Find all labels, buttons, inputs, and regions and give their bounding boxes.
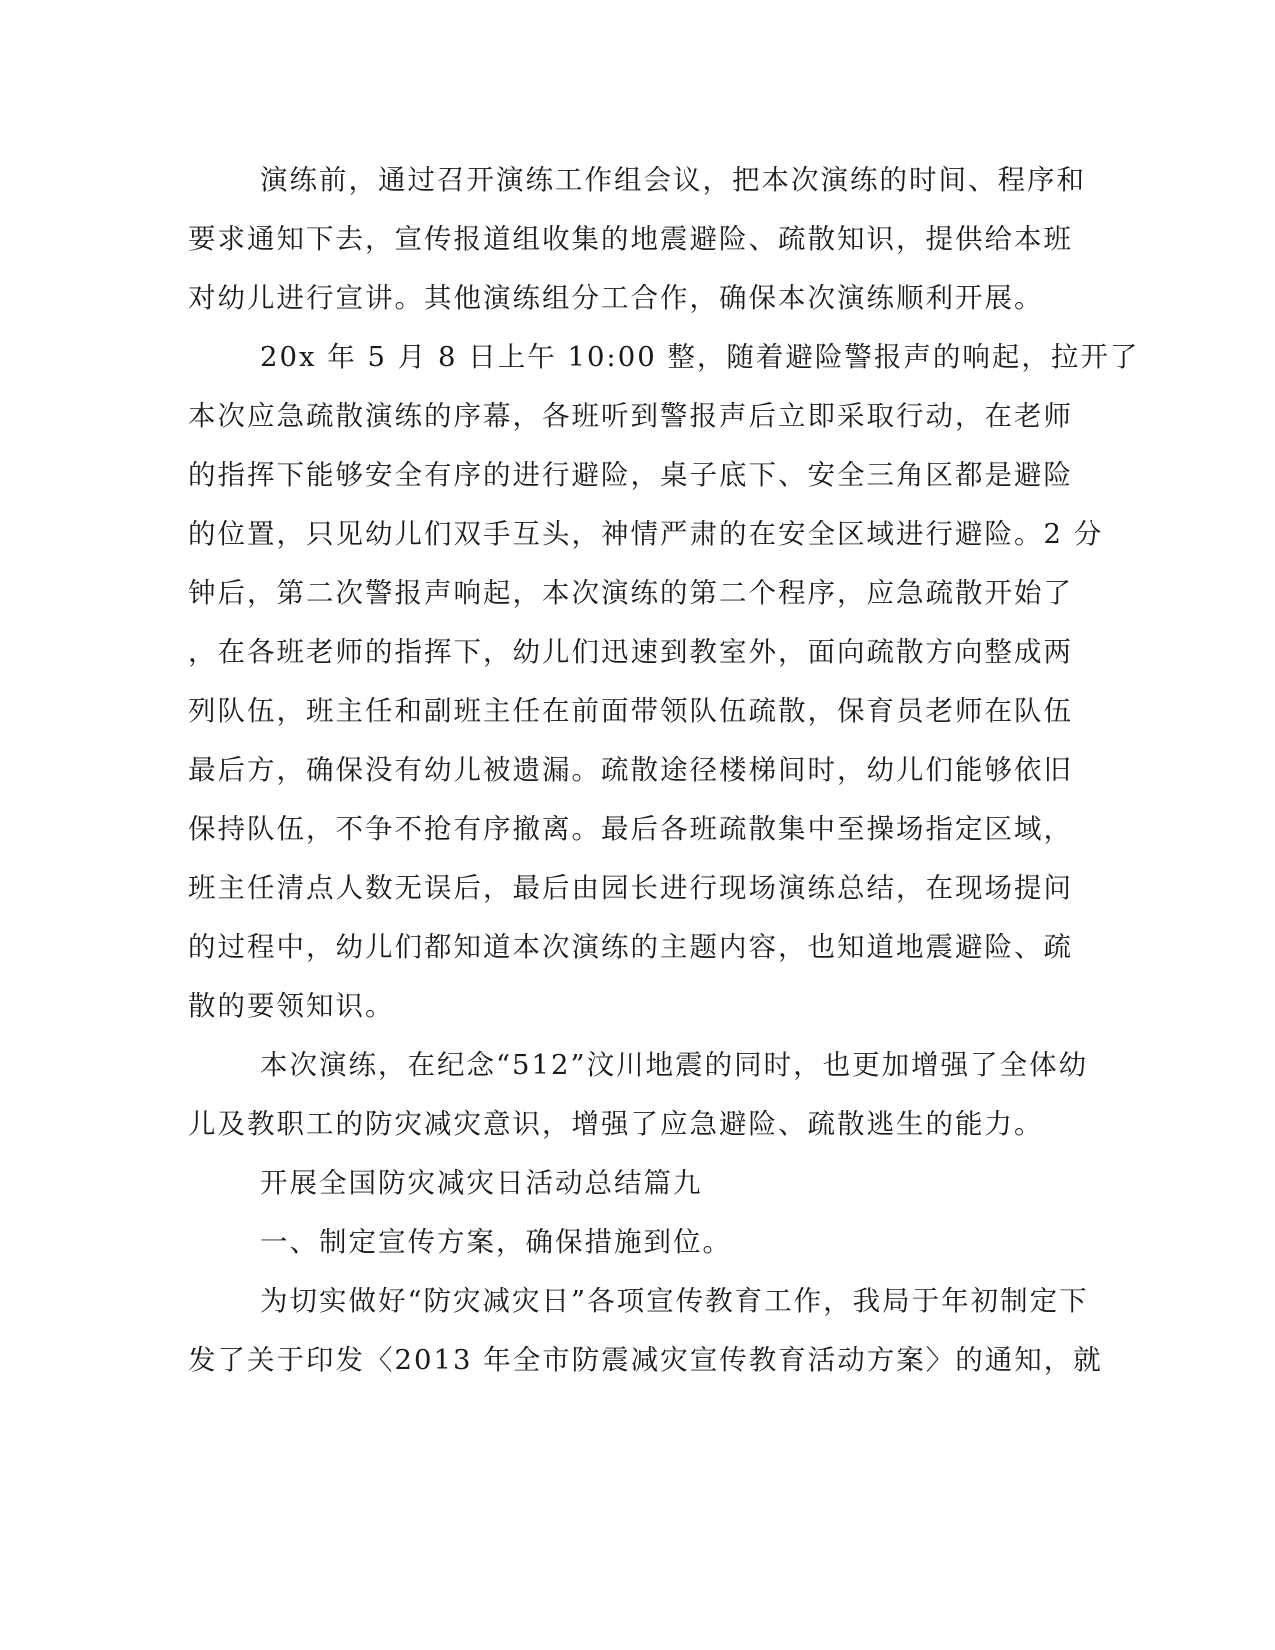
paragraph-1-line-2: 要求通知下去，宣传报道组收集的地震避险、疏散知识，提供给本班 <box>188 223 1073 255</box>
paragraph-2-line-4: 的位置，只见幼儿们双手互头，神情严肃的在安全区域进行避险。2 分 <box>188 518 1104 550</box>
paragraph-2-line-3: 的指挥下能够安全有序的进行避险，桌子底下、安全三角区都是避险 <box>188 459 1073 491</box>
paragraph-2-line-2: 本次应急疏散演练的序幕，各班听到警报声后立即采取行动，在老师 <box>188 400 1073 432</box>
paragraph-2-line-9: 保持队伍，不争不抢有序撤离。最后各班疏散集中至操场指定区域， <box>188 813 1073 845</box>
paragraph-4-line-2: 发了关于印发〈2013 年全市防震减灾宣传教育活动方案〉的通知，就 <box>188 1344 1103 1376</box>
paragraph-2-line-11: 的过程中，幼儿们都知道本次演练的主题内容，也知道地震避险、疏 <box>188 931 1073 963</box>
paragraph-3-line-2: 儿及教职工的防灾减灾意识，增强了应急避险、疏散逃生的能力。 <box>188 1108 1044 1140</box>
section-heading: 开展全国防灾减灾日活动总结篇九 <box>260 1167 703 1199</box>
paragraph-2-line-7: 列队伍，班主任和副班主任在前面带领队伍疏散，保育员老师在队伍 <box>188 695 1073 727</box>
paragraph-2-line-12: 散的要领知识。 <box>188 990 395 1022</box>
paragraph-4-line-1: 为切实做好“防灾减灾日”各项宣传教育工作，我局于年初制定下 <box>260 1285 1089 1317</box>
paragraph-2-line-8: 最后方，确保没有幼儿被遗漏。疏散途径楼梯间时，幼儿们能够依旧 <box>188 754 1073 786</box>
paragraph-1-line-3: 对幼儿进行宣讲。其他演练组分工合作，确保本次演练顺利开展。 <box>188 282 1044 314</box>
paragraph-1-line-1: 演练前，通过召开演练工作组会议，把本次演练的时间、程序和 <box>260 164 1086 196</box>
paragraph-2-line-5: 钟后，第二次警报声响起，本次演练的第二个程序，应急疏散开始了 <box>188 577 1073 609</box>
paragraph-2-line-1: 20x 年 5 月 8 日上午 10:00 整，随着避险警报声的响起，拉开了 <box>260 341 1140 373</box>
paragraph-2-line-6: ，在各班老师的指挥下，幼儿们迅速到教室外，面向疏散方向整成两 <box>188 636 1073 668</box>
subsection-heading: 一、制定宣传方案，确保措施到位。 <box>260 1226 732 1258</box>
paragraph-2-line-10: 班主任清点人数无误后，最后由园长进行现场演练总结，在现场提问 <box>188 872 1073 904</box>
paragraph-3-line-1: 本次演练，在纪念“512”汶川地震的同时，也更加增强了全体幼 <box>260 1049 1089 1081</box>
